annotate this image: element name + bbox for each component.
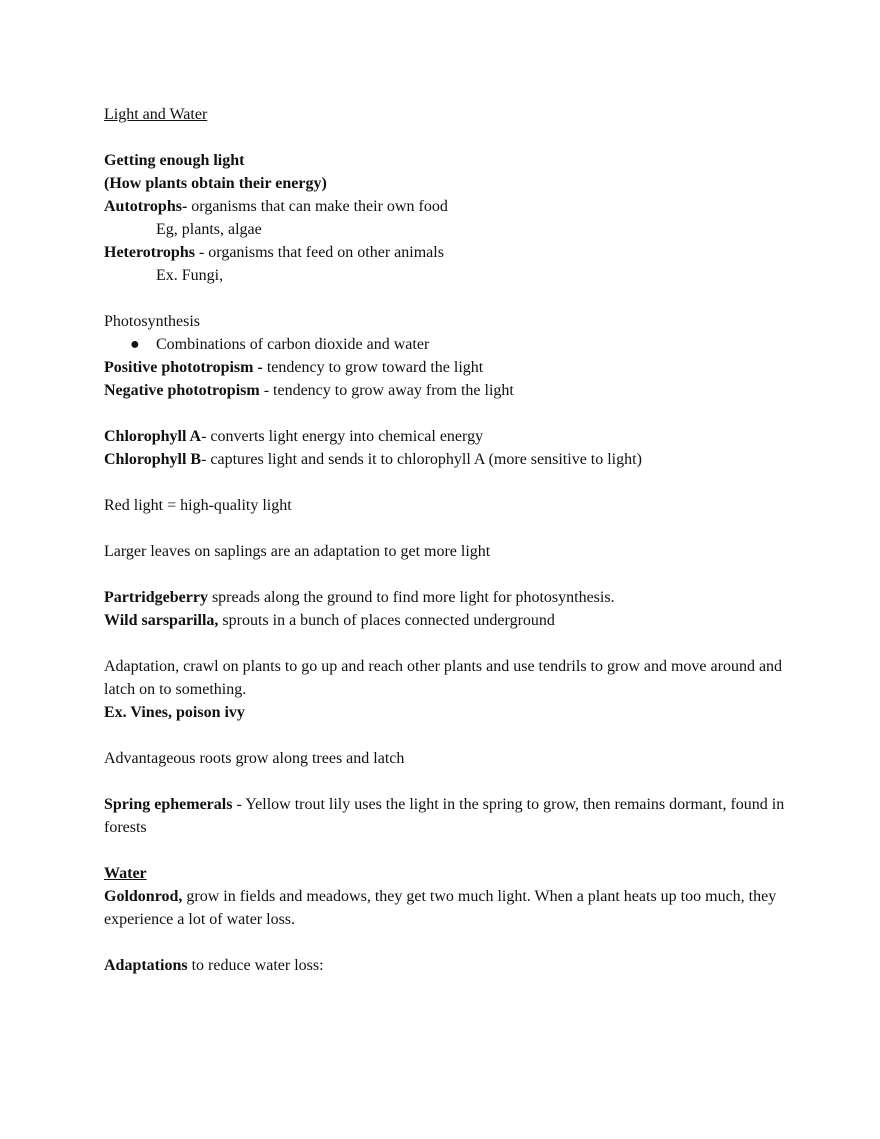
autotrophs-example-text: Eg, plants, algae: [156, 221, 262, 238]
partridgeberry-def: spreads along the ground to find more light for photosynthesis.: [207, 589, 615, 606]
negative-phototropism: [104, 379, 794, 402]
spacer: [104, 471, 794, 494]
heterotrophs-example: [104, 264, 794, 287]
negative-def: - tendency to grow away from the light: [259, 382, 514, 399]
spacer: [104, 632, 794, 655]
heterotrophs-definition: [104, 241, 794, 264]
spacer: [104, 517, 794, 540]
heterotrophs-term: Heterotrophs: [104, 244, 195, 261]
section-heading-light: [104, 149, 794, 172]
heading-text: Getting enough light: [104, 152, 245, 169]
spacer: [104, 287, 794, 310]
spacer: [104, 563, 794, 586]
spacer: [104, 931, 794, 954]
chlorophyll-a-def: - converts light energy into chemical energy: [201, 428, 484, 445]
vines-example: [104, 701, 794, 724]
vines-adaptation-text: Adaptation, crawl on plants to go up and reach other plants and use tendrils to grow and move around and latch on to something.: [104, 658, 783, 698]
larger-leaves-note: [104, 540, 794, 563]
goldenrod-term: Goldonrod,: [104, 888, 183, 905]
autotrophs-def: organisms that can make their own food: [187, 198, 448, 215]
autotrophs-example: [104, 218, 794, 241]
chlorophyll-b-def: - captures light and sends it to chlorophyll A (more sensitive to light): [201, 451, 642, 468]
larger-leaves-text: Larger leaves on saplings are an adaptation to get more light: [104, 543, 491, 560]
spacer: [104, 839, 794, 862]
spacer: [104, 770, 794, 793]
adaptations-term: Adaptations: [104, 957, 188, 974]
document-title: [104, 103, 794, 126]
red-light-text: Red light = high-quality light: [104, 497, 292, 514]
positive-phototropism: [104, 356, 794, 379]
heterotrophs-def: - organisms that feed on other animals: [194, 244, 444, 261]
chlorophyll-a: [104, 425, 794, 448]
subheading-text: (How plants obtain their energy): [104, 175, 327, 192]
bullet-item: [104, 333, 794, 356]
partridgeberry-note: [104, 586, 794, 609]
photosynthesis-label: [104, 310, 794, 333]
chlorophyll-b-term: Chlorophyll B: [104, 451, 202, 468]
vines-adaptation: [104, 655, 794, 701]
photosynthesis-text: Photosynthesis: [104, 313, 201, 330]
chlorophyll-a-term: Chlorophyll A: [104, 428, 202, 445]
spacer: [104, 402, 794, 425]
negative-term: Negative phototropism: [104, 382, 260, 399]
red-light-note: [104, 494, 794, 517]
adaptations-def: to reduce water loss:: [187, 957, 324, 974]
roots-text: Advantageous roots grow along trees and latch: [104, 750, 405, 767]
spring-def: - Yellow trout lily uses the light in the spring to grow, then remains dormant, found in forests: [104, 796, 785, 836]
goldenrod-def: grow in fields and meadows, they get two much light. When a plant heats up too much, they experience a lot of water loss.: [104, 888, 777, 928]
water-heading-text: Water: [104, 865, 147, 882]
partridgeberry-term: Partridgeberry: [104, 589, 208, 606]
bullet-icon: ●: [130, 336, 140, 353]
spring-term: Spring ephemerals: [104, 796, 233, 813]
autotrophs-term: Autotrophs-: [104, 198, 188, 215]
spacer: [104, 126, 794, 149]
adaptations-note: [104, 954, 794, 977]
document-body: [104, 103, 794, 977]
sarsparilla-note: [104, 609, 794, 632]
spring-ephemerals: [104, 793, 794, 839]
chlorophyll-b: [104, 448, 794, 471]
title-text: Light and Water: [104, 106, 208, 123]
roots-note: [104, 747, 794, 770]
section-subheading: [104, 172, 794, 195]
heterotrophs-example-text: Ex. Fungi,: [156, 267, 224, 284]
spacer: [104, 724, 794, 747]
bullet-text: Combinations of carbon dioxide and water: [156, 336, 430, 353]
autotrophs-definition: [104, 195, 794, 218]
positive-def: tendency to grow toward the light: [262, 359, 484, 376]
sarsparilla-def: sprouts in a bunch of places connected underground: [218, 612, 555, 629]
goldenrod-note: [104, 885, 794, 931]
vines-example-text: Ex. Vines, poison ivy: [104, 704, 245, 721]
sarsparilla-term: Wild sarsparilla,: [104, 612, 219, 629]
positive-term: Positive phototropism -: [104, 359, 263, 376]
water-heading: [104, 862, 794, 885]
